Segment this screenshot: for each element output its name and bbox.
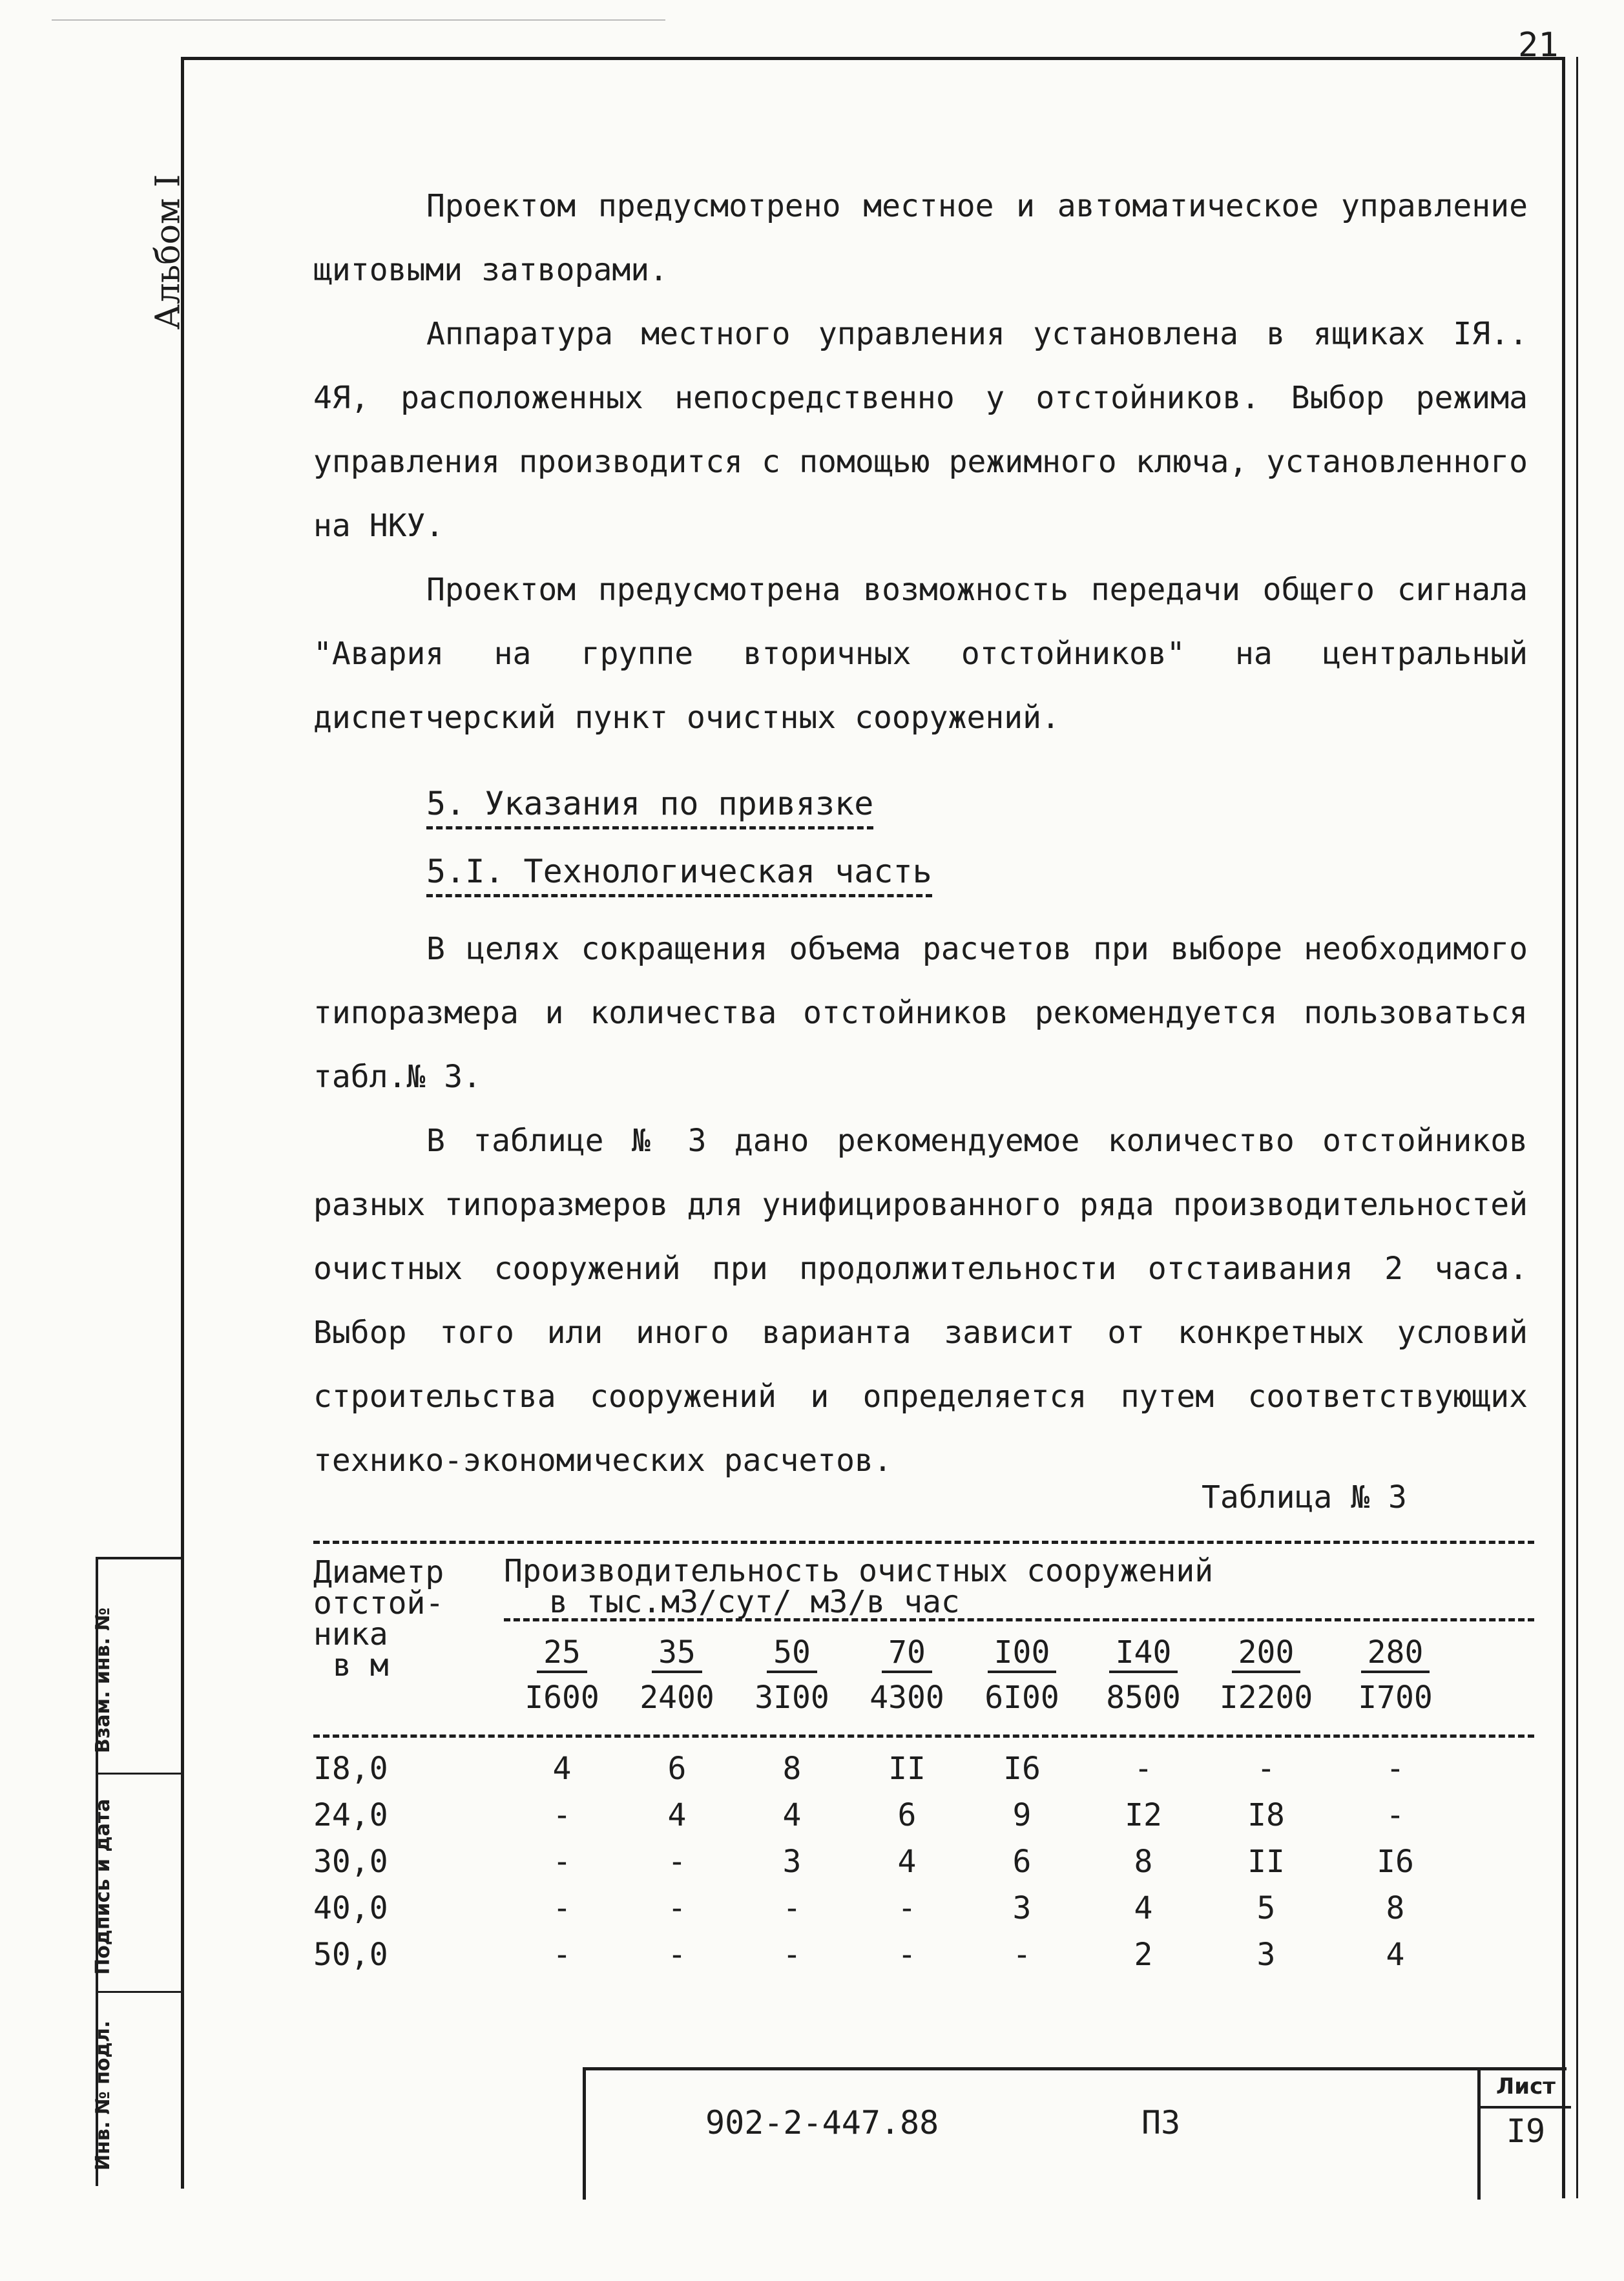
col-top xyxy=(970,1634,1074,1673)
section-heading xyxy=(426,785,873,822)
header-diameter-line: ника xyxy=(313,1616,388,1652)
subsection-heading-text: 5.I. Технологическая часть xyxy=(426,853,932,897)
header-diameter-line: отстой- xyxy=(313,1585,444,1621)
table-cell: - xyxy=(667,1844,687,1880)
table-rule-body xyxy=(313,1734,1534,1738)
table-cell: II xyxy=(1247,1844,1285,1880)
table-rule-header xyxy=(504,1618,1534,1621)
table-cell: I2 xyxy=(1125,1797,1162,1833)
col-top-value: 25 xyxy=(537,1634,587,1673)
sheet-box xyxy=(1477,2067,1571,2200)
sheet-label: Лист xyxy=(1481,2067,1571,2109)
table-cell: - xyxy=(897,1937,917,1973)
table-cell: 8 xyxy=(1386,1890,1405,1926)
table-cell: - xyxy=(552,1937,572,1973)
col-top-value: I00 xyxy=(988,1634,1057,1673)
page-mark: 21 xyxy=(1518,26,1559,65)
col-top-value: 35 xyxy=(652,1634,702,1673)
sheet-number: I9 xyxy=(1506,2112,1546,2150)
paragraph: Проектом предусмотрено местное и автоматическое управление щитовыми затворами. xyxy=(313,188,1528,288)
col-bottom: 8500 xyxy=(1106,1680,1181,1716)
table-cell: - xyxy=(1386,1797,1405,1833)
table-cell: 4 xyxy=(782,1797,802,1833)
table-cell: 9 xyxy=(1012,1797,1032,1833)
table-cell: 6 xyxy=(667,1751,687,1787)
document-code: 902-2-447.88 xyxy=(705,2104,939,2141)
table-cell: 4 xyxy=(552,1751,572,1787)
col-bottom: I2200 xyxy=(1219,1680,1313,1716)
table-cell: - xyxy=(667,1890,687,1926)
frame-right-outer xyxy=(1576,57,1578,2198)
stamp-cell-signature xyxy=(92,1775,181,1993)
table-cell: 6 xyxy=(897,1797,917,1833)
frame-top xyxy=(181,57,1563,60)
table-cell: 4 xyxy=(1386,1937,1405,1973)
table-cell: 3 xyxy=(782,1844,802,1880)
table-cell: I6 xyxy=(1003,1751,1041,1787)
col-top xyxy=(1092,1634,1195,1673)
table-cell: II xyxy=(888,1751,926,1787)
paragraph: В таблице № 3 дано рекомендуемое количество отстойников разных типоразмеров для унифицированного ряда производительностей очистных сооружений при продолжительности отстаивания 2 часа. Выбор того или иного варианта зависит от конкретных условий строительства сооружений и определяется путем соответствующих технико-экономических расчетов. xyxy=(313,1123,1528,1479)
table-cell: 3 xyxy=(1256,1937,1276,1973)
table-cell: - xyxy=(552,1844,572,1880)
col-bottom: 3I00 xyxy=(755,1680,829,1716)
col-bottom: 4300 xyxy=(869,1680,944,1716)
table-cell: I8 xyxy=(1247,1797,1285,1833)
table-cell: 4 xyxy=(897,1844,917,1880)
table-cell: 8 xyxy=(782,1751,802,1787)
col-top-value: 50 xyxy=(767,1634,817,1673)
section-heading-text: 5. Указания по привязке xyxy=(426,785,873,829)
paragraph: В целях сокращения объема расчетов при выборе необходимого типоразмера и количества отстойников рекомендуется пользоваться табл.№ 3. xyxy=(313,931,1528,1095)
album-label: Альбом I xyxy=(149,174,188,330)
scan-edge xyxy=(52,19,665,21)
col-top xyxy=(625,1634,729,1673)
body-text-2 xyxy=(313,917,1528,1493)
table-cell: 4 xyxy=(1134,1890,1153,1926)
stamp-label-signature: Подпись и дата xyxy=(92,1798,114,1975)
table-cell: - xyxy=(782,1937,802,1973)
stamp-cell-original xyxy=(92,1993,181,2180)
table-cell: - xyxy=(552,1890,572,1926)
row-diameter: I8,0 xyxy=(313,1751,388,1787)
col-top-value: 200 xyxy=(1232,1634,1301,1673)
header-diameter-line: в м xyxy=(333,1647,389,1683)
col-bottom: 2400 xyxy=(640,1680,714,1716)
header-units: в тыс.м3/сут/ м3/в час xyxy=(549,1584,960,1620)
table-cell: 6 xyxy=(1012,1844,1032,1880)
table-caption: Таблица № 3 xyxy=(1202,1479,1407,1515)
title-block xyxy=(583,2067,1567,2200)
col-top-value: 70 xyxy=(882,1634,932,1673)
table-rule-top xyxy=(313,1541,1534,1544)
body-text-1 xyxy=(313,174,1528,750)
col-top xyxy=(740,1634,844,1673)
header-diameter-line: Диаметр xyxy=(313,1554,444,1590)
frame-right xyxy=(1562,57,1565,2198)
table-cell: - xyxy=(782,1890,802,1926)
col-bottom: I600 xyxy=(525,1680,599,1716)
side-stamp xyxy=(92,1557,183,2186)
row-diameter: 50,0 xyxy=(313,1937,388,1973)
table-cell: - xyxy=(1134,1751,1153,1787)
col-top xyxy=(510,1634,614,1673)
table-cell: - xyxy=(552,1797,572,1833)
table-cell: 4 xyxy=(667,1797,687,1833)
row-diameter: 30,0 xyxy=(313,1844,388,1880)
col-top xyxy=(855,1634,959,1673)
table-cell: 8 xyxy=(1134,1844,1153,1880)
col-bottom: I700 xyxy=(1358,1680,1433,1716)
col-top xyxy=(1214,1634,1318,1673)
stamp-label-replace: Взам. инв. № xyxy=(92,1607,114,1753)
table-cell: - xyxy=(667,1937,687,1973)
header-diameter xyxy=(313,1554,444,1683)
paragraph: Проектом предусмотрена возможность передачи общего сигнала "Авария на группе вторичных отстойников" на центральный диспетчерский пункт очистных сооружений. xyxy=(313,572,1528,736)
table-cell: - xyxy=(1256,1751,1276,1787)
table-cell: 3 xyxy=(1012,1890,1032,1926)
col-top xyxy=(1344,1634,1447,1673)
paragraph: Аппаратура местного управления установлена в ящиках IЯ.. 4Я, расположенных непосредственно у отстойников. Выбор режима управления производится с помощью режимного ключа, установленного на НКУ. xyxy=(313,316,1528,544)
header-capacity: Производительность очистных сооружений xyxy=(504,1553,1214,1589)
stamp-cell-replace xyxy=(92,1559,181,1775)
table-cell: 5 xyxy=(1256,1890,1276,1926)
stamp-label-original: Инв. № подл. xyxy=(92,2020,114,2171)
col-bottom: 6I00 xyxy=(984,1680,1059,1716)
row-diameter: 40,0 xyxy=(313,1890,388,1926)
row-diameter: 24,0 xyxy=(313,1797,388,1833)
document-type: ПЗ xyxy=(1141,2104,1181,2141)
table-cell: - xyxy=(1012,1937,1032,1973)
table-cell: - xyxy=(1386,1751,1405,1787)
subsection-heading xyxy=(426,853,932,890)
col-top-value: I40 xyxy=(1109,1634,1178,1673)
table-cell: I6 xyxy=(1377,1844,1414,1880)
col-top-value: 280 xyxy=(1361,1634,1430,1673)
table-cell: - xyxy=(897,1890,917,1926)
table-cell: 2 xyxy=(1134,1937,1153,1973)
